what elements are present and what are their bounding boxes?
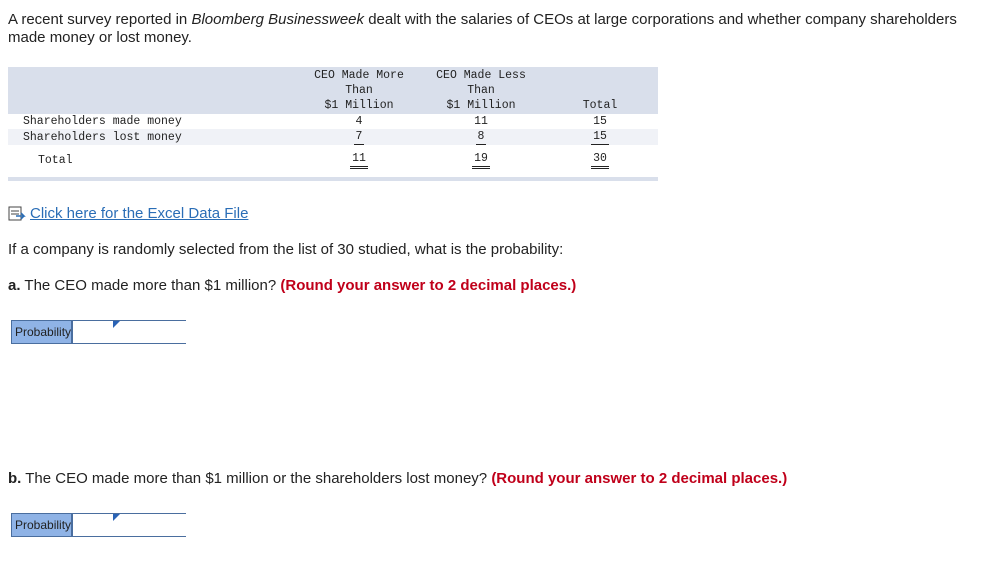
part-a-probability-input[interactable]	[73, 321, 257, 343]
header-ceo-more: CEO Made More Than $1 Million	[298, 67, 420, 114]
part-b-label: b.	[8, 470, 22, 487]
part-b-probability-label: Probability	[12, 514, 73, 536]
part-b-text: The CEO made more than $1 million or the shareholders lost money?	[21, 470, 492, 487]
question-text: If a company is randomly selected from the list of 30 studied, what is the probability:	[8, 241, 564, 258]
intro-text	[8, 11, 968, 47]
header-ceo-less: CEO Made Less Than $1 Million	[420, 67, 542, 114]
table-bottom-bar	[8, 177, 658, 181]
excel-link-label[interactable]: Click here for the Excel Data File	[30, 205, 249, 222]
flag-icon	[113, 514, 120, 521]
contingency-table	[8, 67, 658, 181]
intro-part1: A recent survey reported in	[8, 11, 192, 28]
table-row-total: Total 11 19 30	[8, 145, 658, 175]
part-a-text: The CEO made more than $1 million?	[20, 277, 281, 294]
flag-icon	[113, 321, 120, 328]
table-row: Shareholders lost money 7 8 15	[8, 129, 658, 145]
table-header-row	[8, 67, 658, 114]
part-a-prompt	[8, 277, 576, 295]
excel-data-link[interactable]	[8, 205, 248, 223]
part-a-probability-label: Probability	[12, 321, 73, 343]
excel-file-icon	[8, 206, 26, 222]
part-b-answer-row	[11, 513, 186, 537]
header-total: Total	[542, 67, 658, 114]
publication-name: Bloomberg Businessweek	[191, 11, 365, 28]
part-a-label: a.	[8, 277, 21, 294]
part-a-answer-row	[11, 320, 186, 344]
part-b-hint: (Round your answer to 2 decimal places.)	[491, 470, 788, 487]
table-row: Shareholders made money 4 11 15	[8, 114, 658, 129]
part-b-probability-input[interactable]	[73, 514, 257, 536]
part-b-prompt	[8, 470, 787, 488]
part-a-hint: (Round your answer to 2 decimal places.)	[280, 277, 577, 294]
header-blank	[8, 67, 298, 114]
intro-part2: dealt with the salaries of CEOs at large corporations and whether company shareholders made money or lost money.	[8, 11, 957, 46]
